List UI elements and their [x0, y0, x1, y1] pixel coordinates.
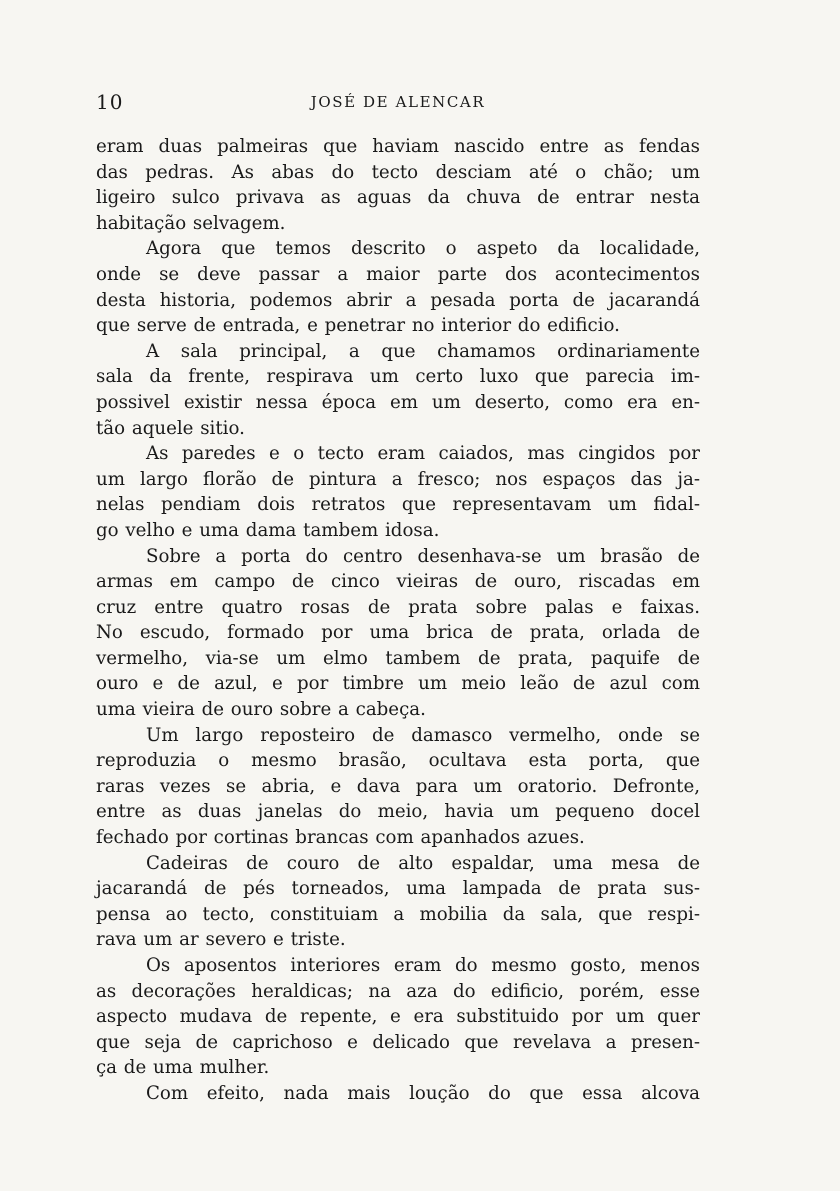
- text-line: onde se deve passar a maior parte dos acontecimentos: [96, 263, 700, 285]
- text-line: As paredes e o tecto eram caiados, mas cingidos por: [146, 443, 700, 465]
- text-line: Com efeito, nada mais loução do que essa alcova: [146, 1082, 700, 1104]
- text-line: raras vezes se abria, e dava para um oratorio. Defronte,: [96, 775, 700, 797]
- page-number: 10: [96, 90, 124, 114]
- text-line: A sala principal, a que chamamos ordinariamente: [146, 340, 700, 362]
- text-line: nelas pendiam dois retratos que representavam um fidal-: [96, 494, 700, 516]
- text-line: reproduzia o mesmo brasão, ocultava esta porta, que: [96, 750, 700, 772]
- text-line: habitação selvagem.: [96, 212, 286, 234]
- text-line: uma vieira de ouro sobre a cabeça.: [96, 699, 426, 721]
- text-line: rava um ar severo e triste.: [96, 929, 346, 951]
- text-line: fechado por cortinas brancas com apanhados azues.: [96, 827, 585, 849]
- text-line: pensa ao tecto, constituiam a mobilia da sala, que respi-: [96, 903, 700, 925]
- text-line: possivel existir nessa época em um deserto, como era en-: [96, 391, 700, 413]
- text-line: vermelho, via-se um elmo tambem de prata, paquife de: [96, 647, 700, 669]
- text-line: um largo florão de pintura a fresco; nos espaços das ja-: [96, 468, 700, 490]
- text-line: sala da frente, respirava um certo luxo que parecia im-: [96, 366, 700, 388]
- text-line: desta historia, podemos abrir a pesada porta de jacarandá: [96, 289, 700, 311]
- text-line: aspecto mudava de repente, e era substituido por um quer: [96, 1006, 700, 1028]
- text-line: Um largo reposteiro de damasco vermelho, onde se: [146, 724, 700, 746]
- text-line: ouro e de azul, e por timbre um meio leão de azul com: [96, 673, 700, 695]
- text-line: Sobre a porta do centro desenhava-se um brasão de: [146, 545, 700, 567]
- text-line: go velho e uma dama tambem idosa.: [96, 519, 440, 541]
- text-line: que serve de entrada, e penetrar no interior do edificio.: [96, 315, 620, 337]
- text-line: tão aquele sitio.: [96, 417, 245, 439]
- text-line: jacarandá de pés torneados, uma lampada de prata sus-: [96, 878, 700, 900]
- text-line: Agora que temos descrito o aspeto da localidade,: [146, 238, 700, 260]
- text-line: eram duas palmeiras que haviam nascido entre as fendas: [96, 136, 700, 157]
- text-line: das pedras. As abas do tecto desciam até o chão; um: [96, 161, 700, 183]
- text-line: ça de uma mulher.: [96, 1057, 270, 1079]
- text-line: ligeiro sulco privava as aguas da chuva de entrar nesta: [96, 187, 700, 209]
- text-line: cruz entre quatro rosas de prata sobre palas e faixas.: [96, 596, 700, 618]
- text-line: No escudo, formado por uma brica de prata, orlada de: [96, 622, 700, 644]
- text-line: que seja de caprichoso e delicado que revelava a presen-: [96, 1031, 700, 1053]
- text-line: Cadeiras de couro de alto espaldar, uma mesa de: [146, 852, 700, 874]
- page-header: [96, 90, 700, 116]
- running-head: JOSÉ DE ALENCAR: [310, 93, 486, 111]
- body-text: [96, 134, 700, 1107]
- text-line: entre as duas janelas do meio, havia um pequeno docel: [96, 801, 700, 823]
- text-line: Os aposentos interiores eram do mesmo gosto, menos: [146, 955, 700, 976]
- text-line: as decorações heraldicas; na aza do edificio, porém, esse: [96, 980, 700, 1002]
- text-line: armas em campo de cinco vieiras de ouro, riscadas em: [96, 571, 700, 593]
